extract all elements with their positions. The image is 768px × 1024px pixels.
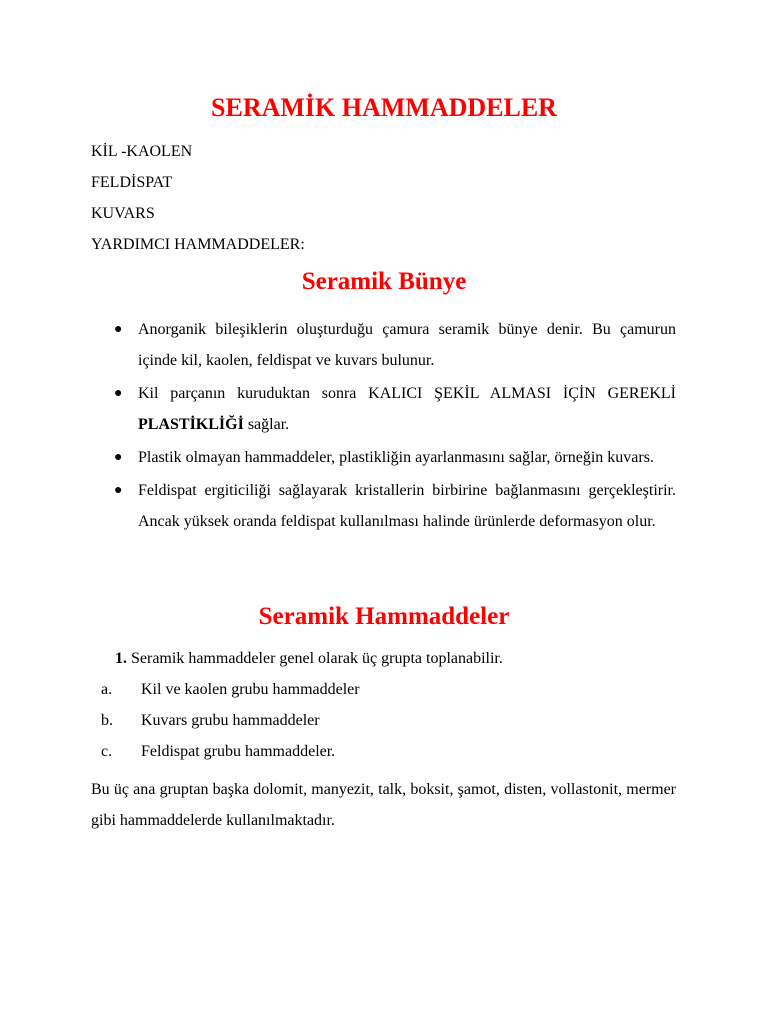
list-item-text: Kuvars grubu hammaddeler <box>141 712 320 729</box>
bullet-icon: ● <box>114 386 123 401</box>
section-heading-seramik-bunye: Seramik Bünye <box>301 268 467 295</box>
list-item-text: Feldispat grubu hammaddeler. <box>141 743 336 760</box>
bullet-list <box>0 314 768 539</box>
page-title: SERAMİK HAMMADDELER <box>211 93 557 122</box>
list-item-c <box>101 742 335 762</box>
list-item <box>114 475 676 537</box>
bullet-icon: ● <box>114 450 123 465</box>
material-line-feldispat: FELDİSPAT <box>91 174 173 191</box>
list-item-text: Kil ve kaolen grubu hammaddeler <box>141 681 360 698</box>
bullet-bold-text: PLASTİKLİĞİ <box>138 416 244 433</box>
bullet-text: Kil parçanın kuruduktan sonra KALICI ŞEKİL ALMASI İÇİN GEREKLİ <box>138 385 676 402</box>
bullet-text: Feldispat ergiticiliği sağlayarak kristallerin birbirine bağlanmasını gerçekleştirir. Ancak yüksek oranda feldispat kullanılması halinde ürünlerde deformasyon olur. <box>138 482 676 530</box>
numbered-item <box>115 649 503 669</box>
list-item <box>114 314 676 376</box>
bullet-icon: ● <box>114 483 123 498</box>
section-heading-seramik-hammaddeler: Seramik Hammaddeler <box>258 603 510 630</box>
bullet-text: Plastik olmayan hammaddeler, plastikliğin ayarlanmasını sağlar, örneğin kuvars. <box>138 449 654 466</box>
list-item-a <box>101 680 360 700</box>
list-marker: c. <box>101 743 113 760</box>
numbered-item-number: 1. <box>115 650 127 667</box>
list-item-b <box>101 711 320 731</box>
bullet-text-after: sağlar. <box>243 416 290 433</box>
list-item <box>114 378 676 440</box>
list-marker: b. <box>101 712 113 729</box>
closing-paragraph: Bu üç ana gruptan başka dolomit, manyezit, talk, boksit, şamot, disten, vollastonit, mermer gibi hammaddelerde kullanılmaktadır. <box>91 781 676 829</box>
material-line-kil: KİL -KAOLEN <box>91 143 193 160</box>
list-marker: a. <box>101 681 113 698</box>
material-line-yardimci: YARDIMCI HAMMADDELER: <box>91 236 305 253</box>
numbered-item-text: Seramik hammaddeler genel olarak üç grupta toplanabilir. <box>127 650 503 667</box>
bullet-text: Anorganik bileşiklerin oluşturduğu çamura seramik bünye denir. Bu çamurun içinde kil, kaolen, feldispat ve kuvars bulunur. <box>138 321 676 369</box>
list-item <box>114 442 676 473</box>
material-line-kuvars: KUVARS <box>91 205 155 222</box>
bullet-icon: ● <box>114 322 123 337</box>
